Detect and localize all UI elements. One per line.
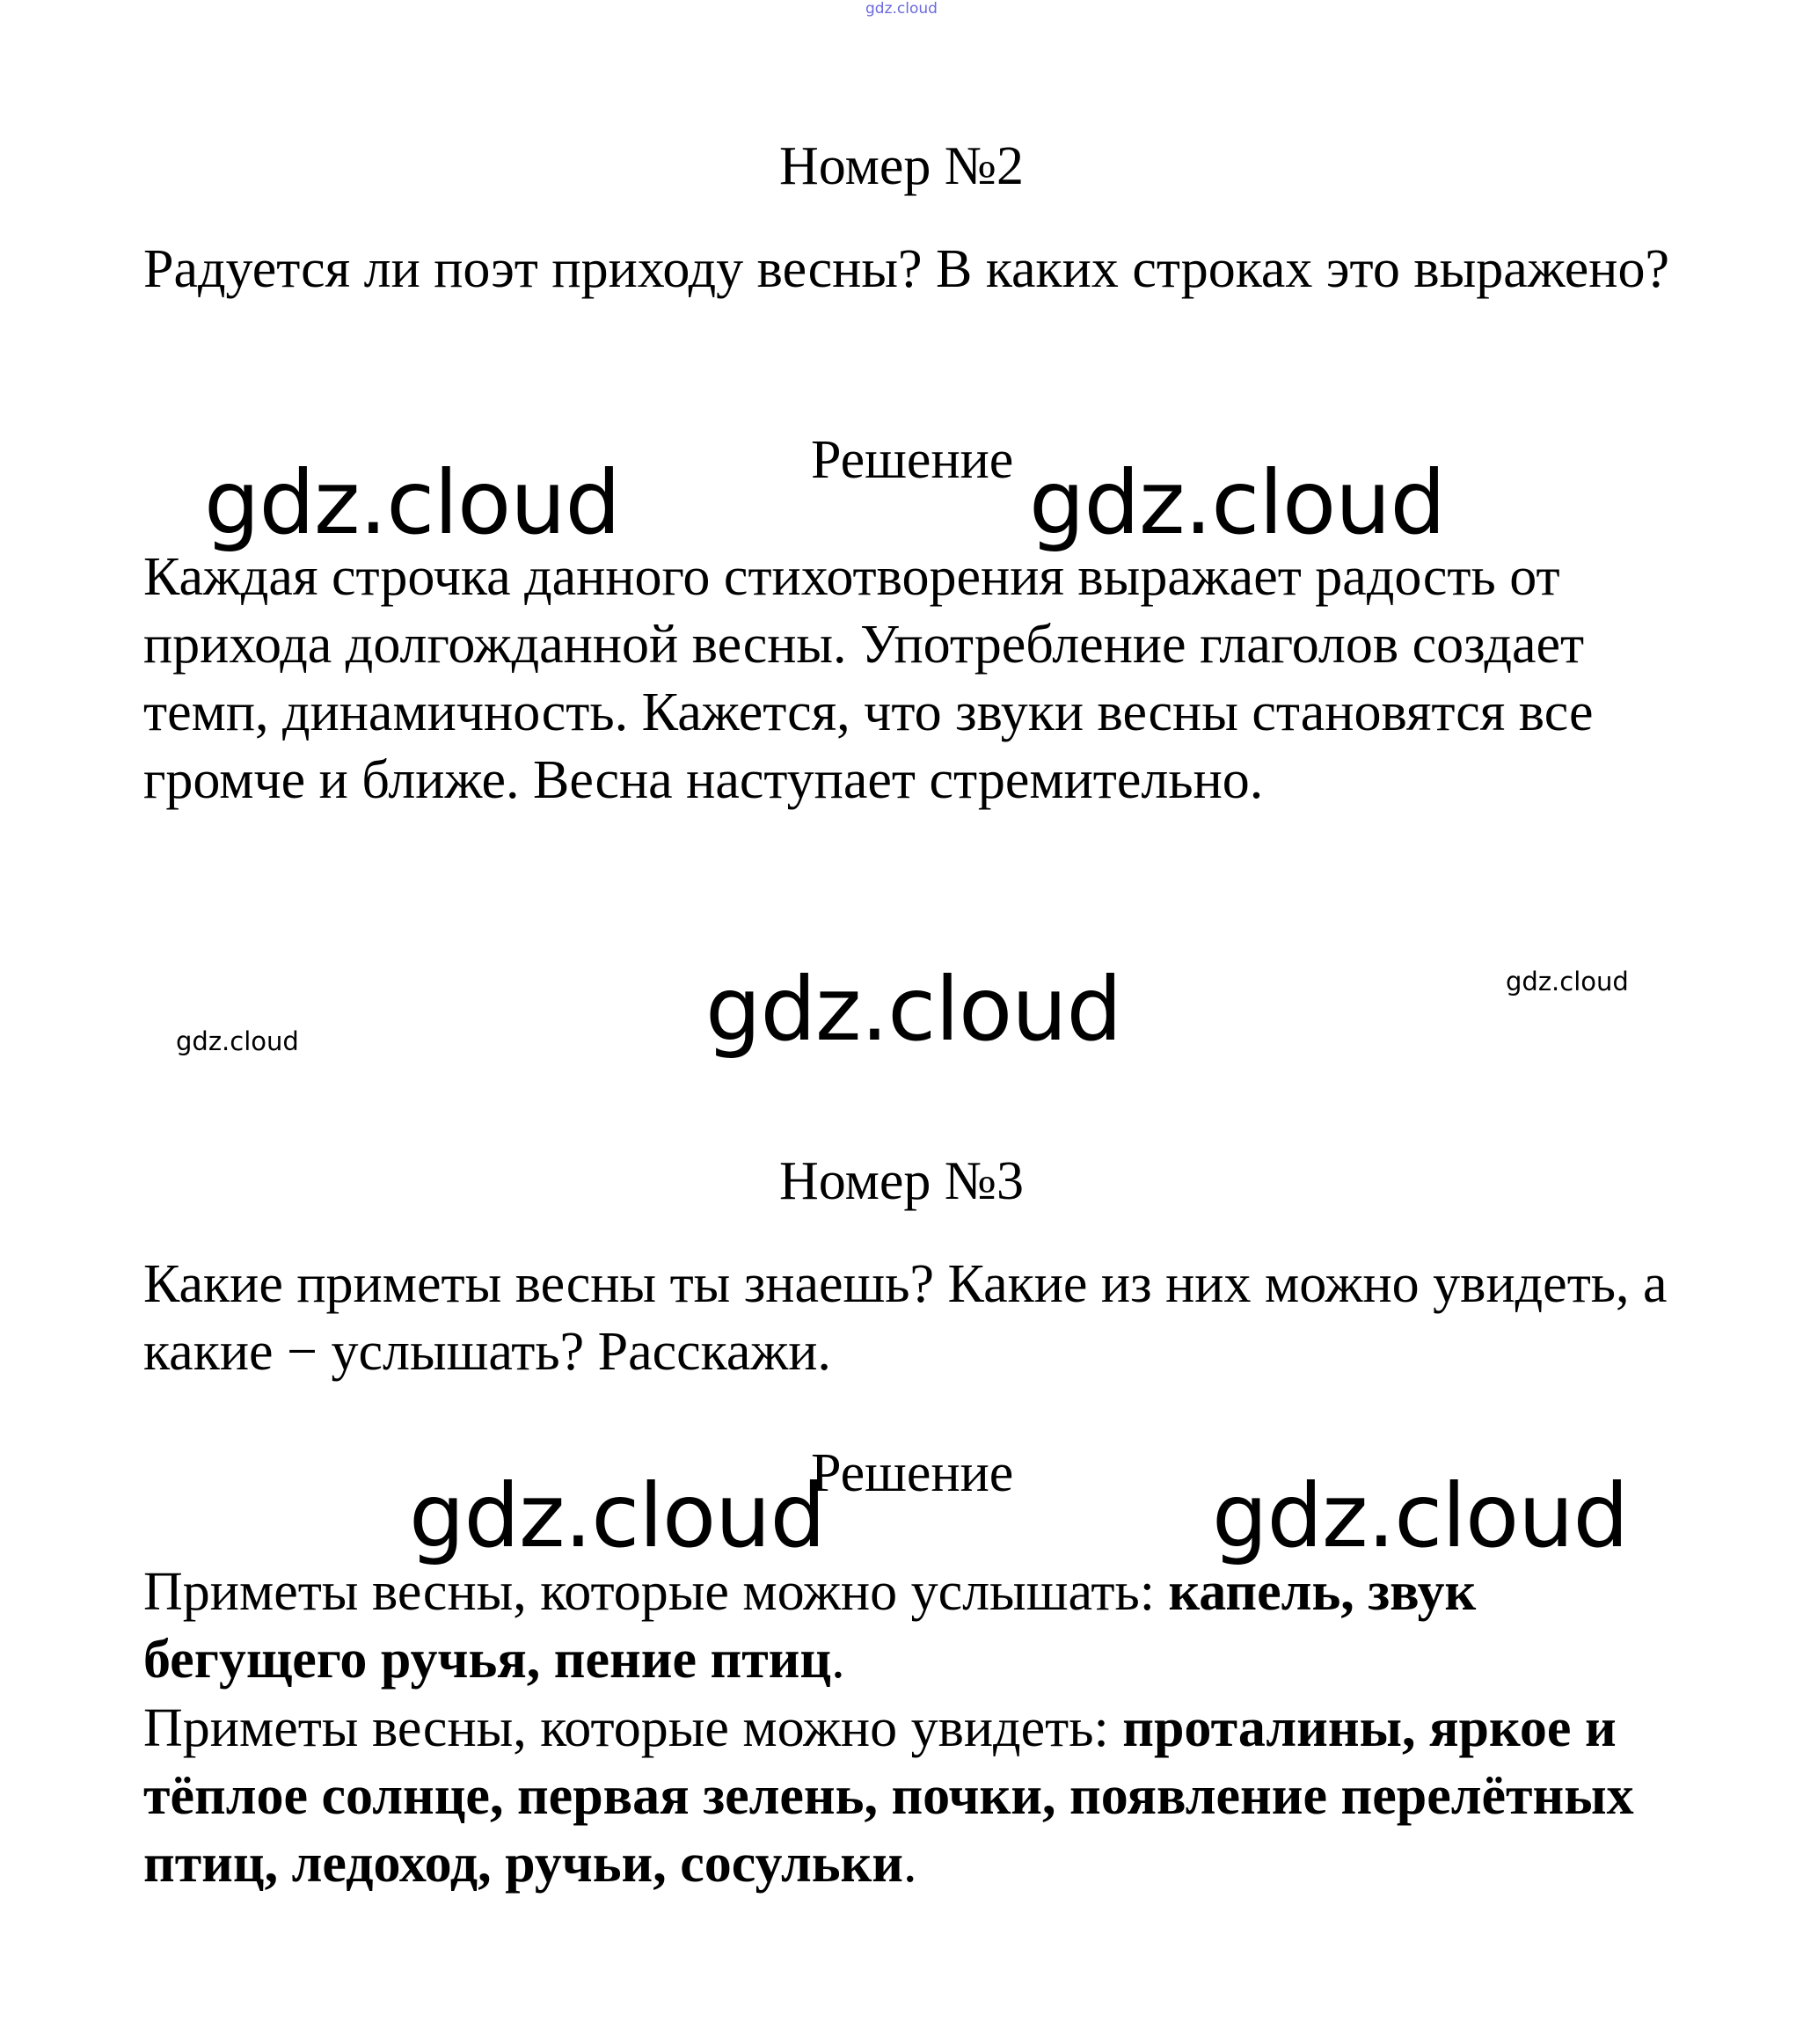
watermark: gdz.cloud <box>204 451 621 554</box>
task2-answer: Каждая строчка данного стихотворения выражает радость от прихода долгожданной весны. Употребление глаголов создает темп, динамичность. Кажется, что звуки весны становятся все громче и ближе. Весна наступает стремительно. <box>143 547 1594 810</box>
task3-answer-see <box>143 1695 1709 1898</box>
task2-heading: Номер №2 <box>778 136 1024 196</box>
hear-list: капель, звук бегущего ручья, пение птиц <box>143 1562 1477 1690</box>
watermark: gdz.cloud <box>1506 967 1629 996</box>
watermark: gdz.cloud <box>705 958 1122 1061</box>
hear-end: . <box>831 1630 845 1690</box>
task3-answer-hear <box>143 1559 1709 1694</box>
watermark-top: gdz.cloud <box>865 0 938 18</box>
watermark: gdz.cloud <box>1212 1464 1629 1567</box>
watermark: gdz.cloud <box>409 1464 826 1567</box>
task3-question: Какие приметы весны ты знаешь? Какие из них можно увидеть, а какие − услышать? Расскажи. <box>143 1254 1668 1382</box>
watermark: gdz.cloud <box>1029 451 1446 554</box>
hear-intro: Приметы весны, которые можно услышать: <box>143 1562 1169 1622</box>
task2-question: Радуется ли поэт приходу весны? В каких строках это выражено? <box>143 239 1670 299</box>
task2-solution-label: Решение <box>811 430 1014 490</box>
task3-solution-label: Решение <box>811 1443 1014 1503</box>
see-intro: Приметы весны, которые можно увидеть: <box>143 1698 1123 1758</box>
task3-heading: Номер №3 <box>778 1151 1024 1211</box>
watermark: gdz.cloud <box>176 1026 299 1056</box>
see-end: . <box>902 1834 917 1894</box>
see-list: проталины, яркое и тёплое солнце, первая зелень, почки, появление перелётных птиц, ледоход, ручьи, сосульки <box>143 1698 1634 1894</box>
